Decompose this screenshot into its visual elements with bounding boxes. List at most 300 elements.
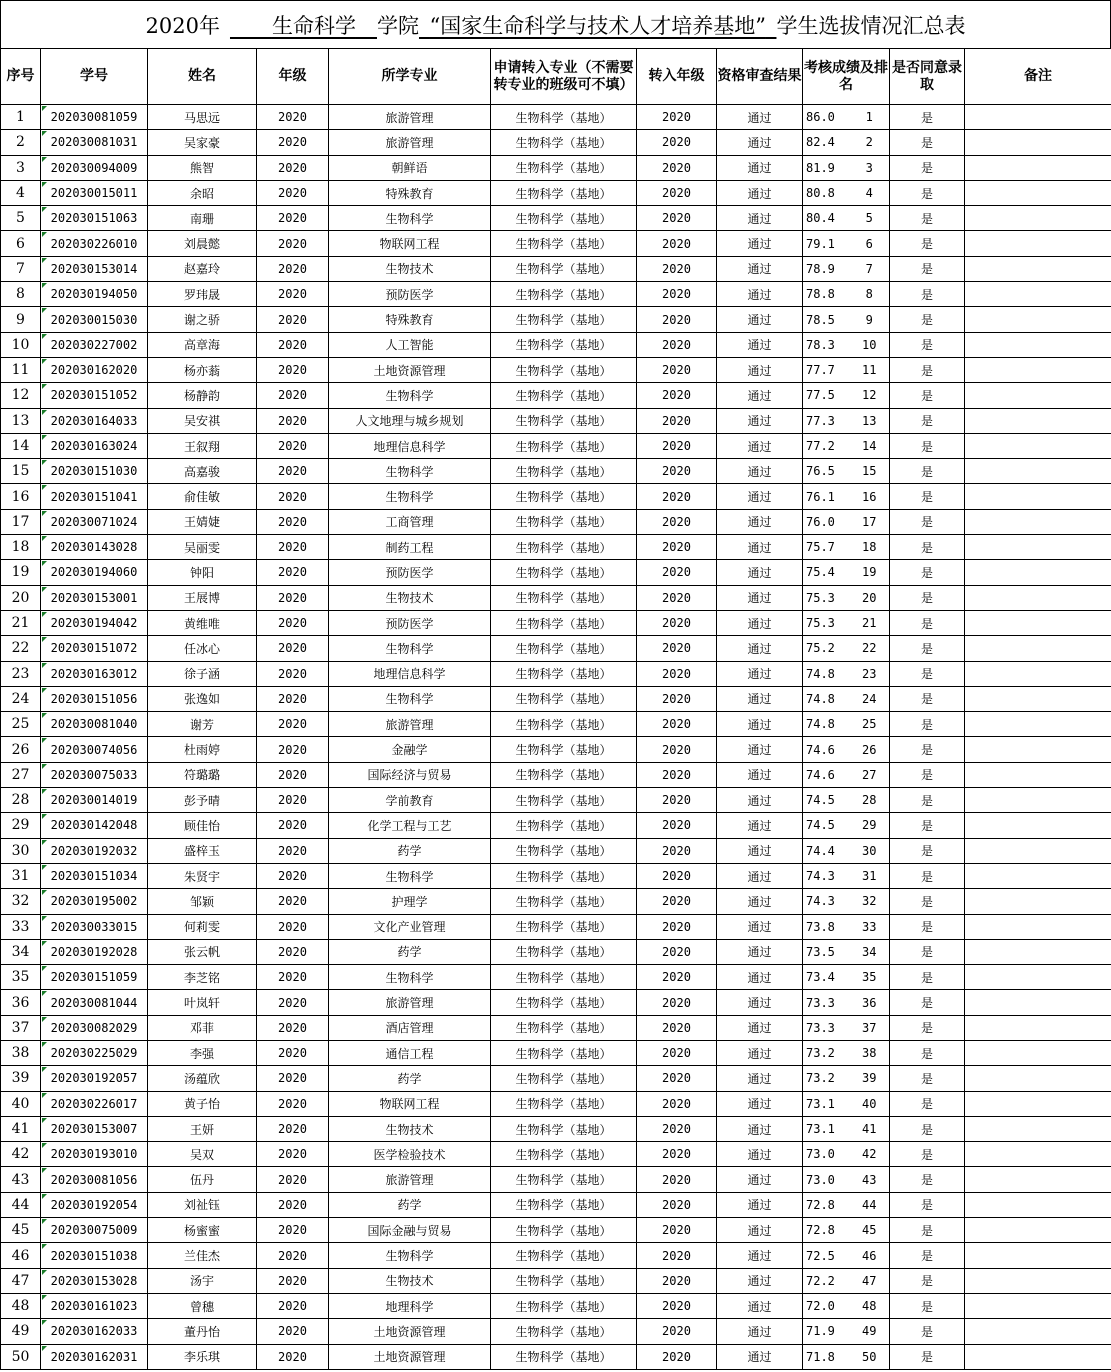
seq-cell[interactable]: 5 (1, 206, 41, 231)
major-cell[interactable]: 生物科学 (329, 206, 491, 231)
target-major-cell[interactable]: 生物科学（基地） (491, 307, 637, 332)
major-cell[interactable]: 地理信息科学 (329, 433, 491, 458)
target-major-cell[interactable]: 生物科学（基地） (491, 1218, 637, 1243)
major-cell[interactable]: 生物技术 (329, 256, 491, 281)
student-id-cell[interactable]: 202030162033 (41, 1319, 148, 1344)
remark-cell[interactable] (965, 636, 1111, 661)
student-id-cell[interactable]: 202030151034 (41, 863, 148, 888)
name-cell[interactable]: 何莉雯 (148, 914, 257, 939)
student-id-cell[interactable]: 202030226010 (41, 231, 148, 256)
review-cell[interactable]: 通过 (717, 1243, 803, 1268)
target-grade-cell[interactable]: 2020 (637, 332, 717, 357)
score-cell[interactable]: 73.2 (803, 1066, 850, 1091)
rank-cell[interactable]: 7 (850, 256, 890, 281)
target-grade-cell[interactable]: 2020 (637, 1218, 717, 1243)
target-grade-cell[interactable]: 2020 (637, 863, 717, 888)
remark-cell[interactable] (965, 105, 1111, 130)
review-cell[interactable]: 通过 (717, 1293, 803, 1318)
target-major-cell[interactable]: 生物科学（基地） (491, 1015, 637, 1040)
target-grade-cell[interactable]: 2020 (637, 1344, 717, 1369)
seq-cell[interactable]: 43 (1, 1167, 41, 1192)
name-cell[interactable]: 符璐璐 (148, 762, 257, 787)
rank-cell[interactable]: 5 (850, 206, 890, 231)
score-cell[interactable]: 75.3 (803, 585, 850, 610)
major-cell[interactable]: 金融学 (329, 737, 491, 762)
score-cell[interactable]: 74.4 (803, 838, 850, 863)
grade-cell[interactable]: 2020 (257, 1344, 329, 1369)
grade-cell[interactable]: 2020 (257, 433, 329, 458)
student-id-cell[interactable]: 202030192054 (41, 1192, 148, 1217)
target-grade-cell[interactable]: 2020 (637, 686, 717, 711)
target-major-cell[interactable]: 生物科学（基地） (491, 408, 637, 433)
remark-cell[interactable] (965, 788, 1111, 813)
review-cell[interactable]: 通过 (717, 256, 803, 281)
target-grade-cell[interactable]: 2020 (637, 509, 717, 534)
score-cell[interactable]: 77.3 (803, 408, 850, 433)
review-cell[interactable]: 通过 (717, 535, 803, 560)
student-id-cell[interactable]: 202030015011 (41, 180, 148, 205)
student-id-cell[interactable]: 202030227002 (41, 332, 148, 357)
rank-cell[interactable]: 1 (850, 105, 890, 130)
score-cell[interactable]: 76.5 (803, 459, 850, 484)
header-major[interactable]: 所学专业 (329, 49, 491, 105)
review-cell[interactable]: 通过 (717, 332, 803, 357)
review-cell[interactable]: 通过 (717, 1015, 803, 1040)
score-cell[interactable]: 72.8 (803, 1218, 850, 1243)
score-cell[interactable]: 74.5 (803, 813, 850, 838)
student-id-cell[interactable]: 202030142048 (41, 813, 148, 838)
header-student-id[interactable]: 学号 (41, 49, 148, 105)
grade-cell[interactable]: 2020 (257, 1167, 329, 1192)
target-major-cell[interactable]: 生物科学（基地） (491, 1293, 637, 1318)
grade-cell[interactable]: 2020 (257, 1091, 329, 1116)
header-score-rank[interactable]: 考核成绩及排名 (803, 49, 890, 105)
review-cell[interactable]: 通过 (717, 712, 803, 737)
review-cell[interactable]: 通过 (717, 914, 803, 939)
agree-cell[interactable]: 是 (890, 459, 965, 484)
seq-cell[interactable]: 47 (1, 1268, 41, 1293)
seq-cell[interactable]: 1 (1, 105, 41, 130)
remark-cell[interactable] (965, 686, 1111, 711)
student-id-cell[interactable]: 202030194042 (41, 610, 148, 635)
remark-cell[interactable] (965, 762, 1111, 787)
rank-cell[interactable]: 40 (850, 1091, 890, 1116)
score-cell[interactable]: 73.1 (803, 1091, 850, 1116)
score-cell[interactable]: 74.3 (803, 889, 850, 914)
name-cell[interactable]: 吴家豪 (148, 130, 257, 155)
remark-cell[interactable] (965, 712, 1111, 737)
major-cell[interactable]: 旅游管理 (329, 1167, 491, 1192)
review-cell[interactable]: 通过 (717, 282, 803, 307)
student-id-cell[interactable]: 202030033015 (41, 914, 148, 939)
header-name[interactable]: 姓名 (148, 49, 257, 105)
grade-cell[interactable]: 2020 (257, 1243, 329, 1268)
major-cell[interactable]: 预防医学 (329, 610, 491, 635)
major-cell[interactable]: 生物科学 (329, 484, 491, 509)
review-cell[interactable]: 通过 (717, 788, 803, 813)
agree-cell[interactable]: 是 (890, 762, 965, 787)
target-grade-cell[interactable]: 2020 (637, 130, 717, 155)
name-cell[interactable]: 赵嘉玲 (148, 256, 257, 281)
major-cell[interactable]: 旅游管理 (329, 105, 491, 130)
target-major-cell[interactable]: 生物科学（基地） (491, 383, 637, 408)
student-id-cell[interactable]: 202030192032 (41, 838, 148, 863)
score-cell[interactable]: 82.4 (803, 130, 850, 155)
grade-cell[interactable]: 2020 (257, 737, 329, 762)
target-major-cell[interactable]: 生物科学（基地） (491, 282, 637, 307)
major-cell[interactable]: 文化产业管理 (329, 914, 491, 939)
remark-cell[interactable] (965, 560, 1111, 585)
seq-cell[interactable]: 13 (1, 408, 41, 433)
seq-cell[interactable]: 24 (1, 686, 41, 711)
target-grade-cell[interactable]: 2020 (637, 1066, 717, 1091)
major-cell[interactable]: 生物科学 (329, 636, 491, 661)
target-major-cell[interactable]: 生物科学（基地） (491, 1040, 637, 1065)
name-cell[interactable]: 顾佳怡 (148, 813, 257, 838)
agree-cell[interactable]: 是 (890, 206, 965, 231)
target-grade-cell[interactable]: 2020 (637, 105, 717, 130)
rank-cell[interactable]: 41 (850, 1116, 890, 1141)
rank-cell[interactable]: 45 (850, 1218, 890, 1243)
student-id-cell[interactable]: 202030151030 (41, 459, 148, 484)
target-major-cell[interactable]: 生物科学（基地） (491, 1192, 637, 1217)
major-cell[interactable]: 生物科学 (329, 686, 491, 711)
target-major-cell[interactable]: 生物科学（基地） (491, 155, 637, 180)
score-cell[interactable]: 72.5 (803, 1243, 850, 1268)
agree-cell[interactable]: 是 (890, 636, 965, 661)
major-cell[interactable]: 药学 (329, 1066, 491, 1091)
rank-cell[interactable]: 48 (850, 1293, 890, 1318)
seq-cell[interactable]: 9 (1, 307, 41, 332)
score-cell[interactable]: 75.2 (803, 636, 850, 661)
score-cell[interactable]: 79.1 (803, 231, 850, 256)
grade-cell[interactable]: 2020 (257, 357, 329, 382)
seq-cell[interactable]: 27 (1, 762, 41, 787)
major-cell[interactable]: 土地资源管理 (329, 357, 491, 382)
target-major-cell[interactable]: 生物科学（基地） (491, 1142, 637, 1167)
agree-cell[interactable]: 是 (890, 889, 965, 914)
remark-cell[interactable] (965, 130, 1111, 155)
student-id-cell[interactable]: 202030226017 (41, 1091, 148, 1116)
grade-cell[interactable]: 2020 (257, 914, 329, 939)
name-cell[interactable]: 盛梓玉 (148, 838, 257, 863)
student-id-cell[interactable]: 202030192028 (41, 939, 148, 964)
review-cell[interactable]: 通过 (717, 813, 803, 838)
score-cell[interactable]: 71.8 (803, 1344, 850, 1369)
header-seq[interactable]: 序号 (1, 49, 41, 105)
grade-cell[interactable]: 2020 (257, 155, 329, 180)
target-grade-cell[interactable]: 2020 (637, 357, 717, 382)
name-cell[interactable]: 张云帆 (148, 939, 257, 964)
score-cell[interactable]: 73.2 (803, 1040, 850, 1065)
agree-cell[interactable]: 是 (890, 838, 965, 863)
agree-cell[interactable]: 是 (890, 1192, 965, 1217)
name-cell[interactable]: 熊智 (148, 155, 257, 180)
target-major-cell[interactable]: 生物科学（基地） (491, 1268, 637, 1293)
target-major-cell[interactable]: 生物科学（基地） (491, 1167, 637, 1192)
target-major-cell[interactable]: 生物科学（基地） (491, 357, 637, 382)
remark-cell[interactable] (965, 1192, 1111, 1217)
remark-cell[interactable] (965, 1167, 1111, 1192)
grade-cell[interactable]: 2020 (257, 838, 329, 863)
target-major-cell[interactable]: 生物科学（基地） (491, 1116, 637, 1141)
grade-cell[interactable]: 2020 (257, 105, 329, 130)
student-id-cell[interactable]: 202030193010 (41, 1142, 148, 1167)
grade-cell[interactable]: 2020 (257, 939, 329, 964)
score-cell[interactable]: 73.3 (803, 990, 850, 1015)
review-cell[interactable]: 通过 (717, 762, 803, 787)
score-cell[interactable]: 71.9 (803, 1319, 850, 1344)
grade-cell[interactable]: 2020 (257, 889, 329, 914)
major-cell[interactable]: 土地资源管理 (329, 1319, 491, 1344)
rank-cell[interactable]: 17 (850, 509, 890, 534)
name-cell[interactable]: 兰佳杰 (148, 1243, 257, 1268)
remark-cell[interactable] (965, 1066, 1111, 1091)
seq-cell[interactable]: 3 (1, 155, 41, 180)
remark-cell[interactable] (965, 863, 1111, 888)
major-cell[interactable]: 特殊教育 (329, 307, 491, 332)
rank-cell[interactable]: 32 (850, 889, 890, 914)
student-id-cell[interactable]: 202030074056 (41, 737, 148, 762)
major-cell[interactable]: 生物技术 (329, 1268, 491, 1293)
score-cell[interactable]: 74.8 (803, 686, 850, 711)
major-cell[interactable]: 国际金融与贸易 (329, 1218, 491, 1243)
target-major-cell[interactable]: 生物科学（基地） (491, 610, 637, 635)
target-major-cell[interactable]: 生物科学（基地） (491, 889, 637, 914)
name-cell[interactable]: 谢之骄 (148, 307, 257, 332)
agree-cell[interactable]: 是 (890, 105, 965, 130)
target-grade-cell[interactable]: 2020 (637, 965, 717, 990)
grade-cell[interactable]: 2020 (257, 535, 329, 560)
major-cell[interactable]: 物联网工程 (329, 231, 491, 256)
student-id-cell[interactable]: 202030075009 (41, 1218, 148, 1243)
review-cell[interactable]: 通过 (717, 1091, 803, 1116)
score-cell[interactable]: 73.1 (803, 1116, 850, 1141)
review-cell[interactable]: 通过 (717, 686, 803, 711)
name-cell[interactable]: 伍丹 (148, 1167, 257, 1192)
remark-cell[interactable] (965, 1293, 1111, 1318)
major-cell[interactable]: 物联网工程 (329, 1091, 491, 1116)
remark-cell[interactable] (965, 737, 1111, 762)
grade-cell[interactable]: 2020 (257, 509, 329, 534)
student-id-cell[interactable]: 202030082029 (41, 1015, 148, 1040)
header-target-major[interactable]: 申请转入专业（不需要转专业的班级可不填） (491, 49, 637, 105)
target-grade-cell[interactable]: 2020 (637, 1268, 717, 1293)
grade-cell[interactable]: 2020 (257, 1319, 329, 1344)
header-target-grade[interactable]: 转入年级 (637, 49, 717, 105)
target-major-cell[interactable]: 生物科学（基地） (491, 130, 637, 155)
grade-cell[interactable]: 2020 (257, 1040, 329, 1065)
score-cell[interactable]: 73.4 (803, 965, 850, 990)
review-cell[interactable]: 通过 (717, 408, 803, 433)
student-id-cell[interactable]: 202030151056 (41, 686, 148, 711)
agree-cell[interactable]: 是 (890, 130, 965, 155)
name-cell[interactable]: 叶岚轩 (148, 990, 257, 1015)
agree-cell[interactable]: 是 (890, 1167, 965, 1192)
rank-cell[interactable]: 38 (850, 1040, 890, 1065)
major-cell[interactable]: 预防医学 (329, 560, 491, 585)
target-grade-cell[interactable]: 2020 (637, 712, 717, 737)
major-cell[interactable]: 生物技术 (329, 585, 491, 610)
remark-cell[interactable] (965, 484, 1111, 509)
agree-cell[interactable]: 是 (890, 256, 965, 281)
target-grade-cell[interactable]: 2020 (637, 307, 717, 332)
student-id-cell[interactable]: 202030151038 (41, 1243, 148, 1268)
target-grade-cell[interactable]: 2020 (637, 939, 717, 964)
agree-cell[interactable]: 是 (890, 1015, 965, 1040)
review-cell[interactable]: 通过 (717, 1040, 803, 1065)
header-grade[interactable]: 年级 (257, 49, 329, 105)
target-major-cell[interactable]: 生物科学（基地） (491, 939, 637, 964)
student-id-cell[interactable]: 202030163012 (41, 661, 148, 686)
score-cell[interactable]: 73.3 (803, 1015, 850, 1040)
agree-cell[interactable]: 是 (890, 939, 965, 964)
name-cell[interactable]: 邓菲 (148, 1015, 257, 1040)
major-cell[interactable]: 制药工程 (329, 535, 491, 560)
target-major-cell[interactable]: 生物科学（基地） (491, 459, 637, 484)
grade-cell[interactable]: 2020 (257, 686, 329, 711)
rank-cell[interactable]: 29 (850, 813, 890, 838)
grade-cell[interactable]: 2020 (257, 965, 329, 990)
score-cell[interactable]: 74.3 (803, 863, 850, 888)
student-id-cell[interactable]: 202030071024 (41, 509, 148, 534)
review-cell[interactable]: 通过 (717, 1192, 803, 1217)
target-grade-cell[interactable]: 2020 (637, 383, 717, 408)
name-cell[interactable]: 杨亦蓊 (148, 357, 257, 382)
grade-cell[interactable]: 2020 (257, 1218, 329, 1243)
rank-cell[interactable]: 12 (850, 383, 890, 408)
rank-cell[interactable]: 35 (850, 965, 890, 990)
grade-cell[interactable]: 2020 (257, 1066, 329, 1091)
grade-cell[interactable]: 2020 (257, 130, 329, 155)
seq-cell[interactable]: 28 (1, 788, 41, 813)
grade-cell[interactable]: 2020 (257, 459, 329, 484)
review-cell[interactable]: 通过 (717, 560, 803, 585)
seq-cell[interactable]: 35 (1, 965, 41, 990)
student-id-cell[interactable]: 202030162031 (41, 1344, 148, 1369)
name-cell[interactable]: 李乐琪 (148, 1344, 257, 1369)
agree-cell[interactable]: 是 (890, 1344, 965, 1369)
major-cell[interactable]: 药学 (329, 838, 491, 863)
review-cell[interactable]: 通过 (717, 357, 803, 382)
remark-cell[interactable] (965, 155, 1111, 180)
agree-cell[interactable]: 是 (890, 1116, 965, 1141)
name-cell[interactable]: 汤宇 (148, 1268, 257, 1293)
remark-cell[interactable] (965, 1116, 1111, 1141)
score-cell[interactable]: 72.0 (803, 1293, 850, 1318)
target-grade-cell[interactable]: 2020 (637, 661, 717, 686)
agree-cell[interactable]: 是 (890, 357, 965, 382)
rank-cell[interactable]: 44 (850, 1192, 890, 1217)
student-id-cell[interactable]: 202030162020 (41, 357, 148, 382)
target-major-cell[interactable]: 生物科学（基地） (491, 1243, 637, 1268)
target-major-cell[interactable]: 生物科学（基地） (491, 863, 637, 888)
agree-cell[interactable]: 是 (890, 1268, 965, 1293)
student-id-cell[interactable]: 202030153028 (41, 1268, 148, 1293)
target-major-cell[interactable]: 生物科学（基地） (491, 1091, 637, 1116)
name-cell[interactable]: 曾穗 (148, 1293, 257, 1318)
major-cell[interactable]: 土地资源管理 (329, 1344, 491, 1369)
agree-cell[interactable]: 是 (890, 484, 965, 509)
review-cell[interactable]: 通过 (717, 610, 803, 635)
name-cell[interactable]: 王展博 (148, 585, 257, 610)
header-remark[interactable]: 备注 (965, 49, 1111, 105)
major-cell[interactable]: 通信工程 (329, 1040, 491, 1065)
agree-cell[interactable]: 是 (890, 661, 965, 686)
seq-cell[interactable]: 30 (1, 838, 41, 863)
rank-cell[interactable]: 20 (850, 585, 890, 610)
review-cell[interactable]: 通过 (717, 990, 803, 1015)
score-cell[interactable]: 74.6 (803, 737, 850, 762)
target-major-cell[interactable]: 生物科学（基地） (491, 180, 637, 205)
agree-cell[interactable]: 是 (890, 990, 965, 1015)
target-major-cell[interactable]: 生物科学（基地） (491, 813, 637, 838)
rank-cell[interactable]: 6 (850, 231, 890, 256)
agree-cell[interactable]: 是 (890, 1243, 965, 1268)
rank-cell[interactable]: 43 (850, 1167, 890, 1192)
student-id-cell[interactable]: 202030081044 (41, 990, 148, 1015)
student-id-cell[interactable]: 202030153001 (41, 585, 148, 610)
score-cell[interactable]: 80.4 (803, 206, 850, 231)
rank-cell[interactable]: 4 (850, 180, 890, 205)
remark-cell[interactable] (965, 357, 1111, 382)
remark-cell[interactable] (965, 838, 1111, 863)
target-major-cell[interactable]: 生物科学（基地） (491, 737, 637, 762)
review-cell[interactable]: 通过 (717, 180, 803, 205)
target-major-cell[interactable]: 生物科学（基地） (491, 914, 637, 939)
name-cell[interactable]: 罗玮晟 (148, 282, 257, 307)
rank-cell[interactable]: 18 (850, 535, 890, 560)
major-cell[interactable]: 旅游管理 (329, 990, 491, 1015)
target-major-cell[interactable]: 生物科学（基地） (491, 1344, 637, 1369)
grade-cell[interactable]: 2020 (257, 863, 329, 888)
major-cell[interactable]: 药学 (329, 1192, 491, 1217)
grade-cell[interactable]: 2020 (257, 1293, 329, 1318)
major-cell[interactable]: 地理科学 (329, 1293, 491, 1318)
seq-cell[interactable]: 18 (1, 535, 41, 560)
name-cell[interactable]: 吴双 (148, 1142, 257, 1167)
review-cell[interactable]: 通过 (717, 130, 803, 155)
target-grade-cell[interactable]: 2020 (637, 560, 717, 585)
seq-cell[interactable]: 14 (1, 433, 41, 458)
score-cell[interactable]: 78.5 (803, 307, 850, 332)
grade-cell[interactable]: 2020 (257, 560, 329, 585)
student-id-cell[interactable]: 202030151059 (41, 965, 148, 990)
grade-cell[interactable]: 2020 (257, 307, 329, 332)
rank-cell[interactable]: 9 (850, 307, 890, 332)
student-id-cell[interactable]: 202030161023 (41, 1293, 148, 1318)
remark-cell[interactable] (965, 939, 1111, 964)
student-id-cell[interactable]: 202030151063 (41, 206, 148, 231)
name-cell[interactable]: 李芝铭 (148, 965, 257, 990)
name-cell[interactable]: 钟阳 (148, 560, 257, 585)
review-cell[interactable]: 通过 (717, 383, 803, 408)
seq-cell[interactable]: 7 (1, 256, 41, 281)
grade-cell[interactable]: 2020 (257, 332, 329, 357)
remark-cell[interactable] (965, 459, 1111, 484)
score-cell[interactable]: 78.3 (803, 332, 850, 357)
agree-cell[interactable]: 是 (890, 1218, 965, 1243)
major-cell[interactable]: 人工智能 (329, 332, 491, 357)
target-major-cell[interactable]: 生物科学（基地） (491, 231, 637, 256)
remark-cell[interactable] (965, 1040, 1111, 1065)
seq-cell[interactable]: 31 (1, 863, 41, 888)
student-id-cell[interactable]: 202030151072 (41, 636, 148, 661)
target-grade-cell[interactable]: 2020 (637, 788, 717, 813)
target-grade-cell[interactable]: 2020 (637, 585, 717, 610)
agree-cell[interactable]: 是 (890, 1142, 965, 1167)
name-cell[interactable]: 李强 (148, 1040, 257, 1065)
